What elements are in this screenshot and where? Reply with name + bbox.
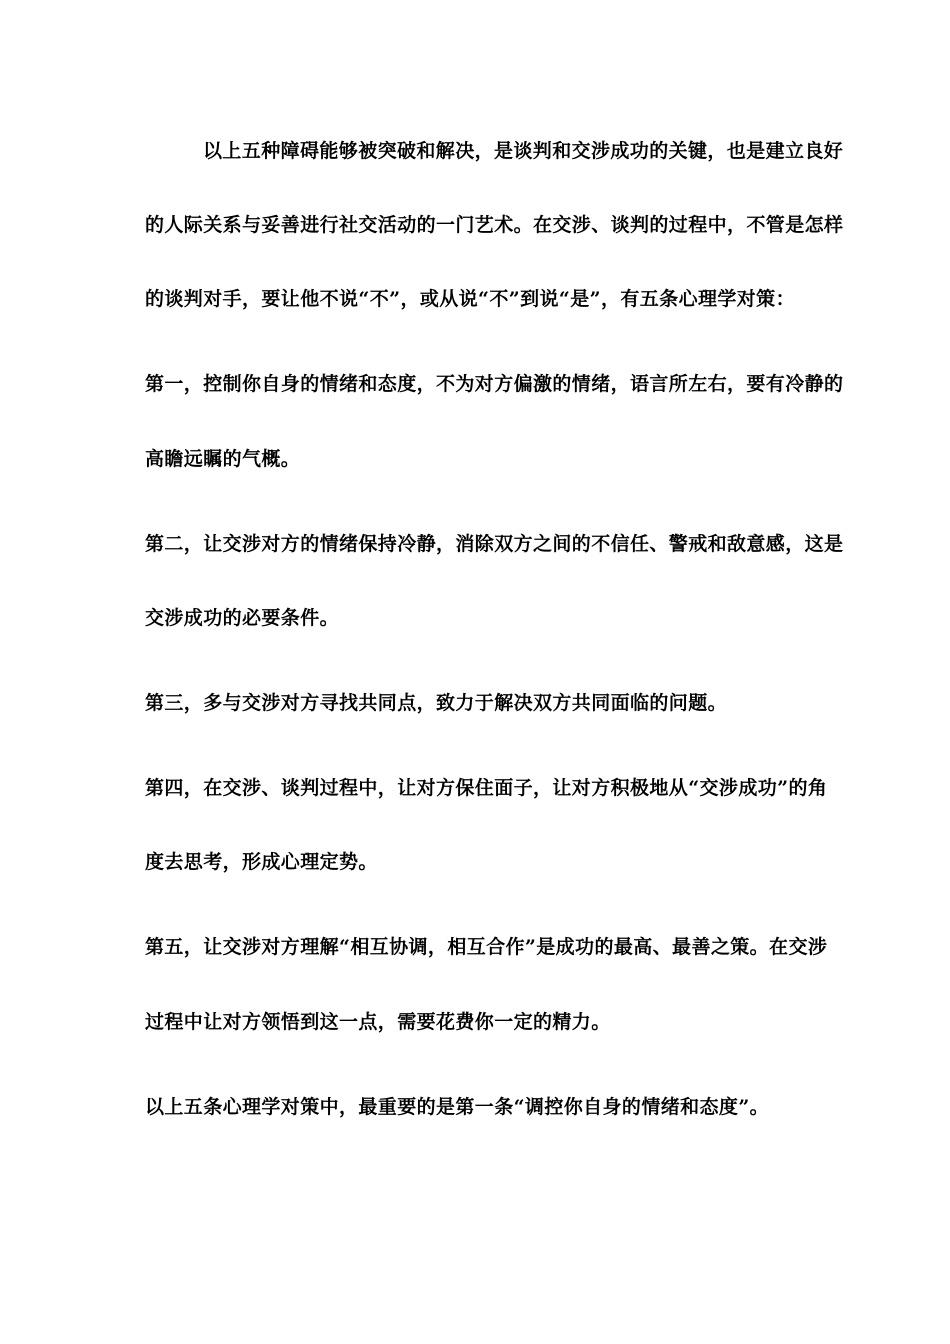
paragraph-intro-line-2: 的人际关系与妥善进行社交活动的一门艺术。在交涉、谈判的过程中，不管是怎样 xyxy=(145,214,844,236)
strategy-one-line-2: 高瞻远瞩的气概。 xyxy=(145,448,301,470)
strategy-two-line-1: 第二，让交涉对方的情绪保持冷静，消除双方之间的不信任、警戒和敌意感，这是 xyxy=(145,533,844,555)
strategy-two-line-2: 交涉成功的必要条件。 xyxy=(145,607,340,629)
strategy-three-line-1: 第三，多与交涉对方寻找共同点，致力于解决双方共同面临的问题。 xyxy=(145,692,728,714)
strategy-one-line-1: 第一，控制你自身的情绪和态度，不为对方偏激的情绪，语言所左右，要有冷静的 xyxy=(145,373,844,395)
strategy-four-line-2: 度去思考，形成心理定势。 xyxy=(145,851,378,873)
paragraph-intro-line-3: 的谈判对手，要让他不说“不”，或从说“不”到说“是”，有五条心理学对策： xyxy=(145,288,795,310)
strategy-five-line-2: 过程中让对方领悟到这一点，需要花费你一定的精力。 xyxy=(145,1011,611,1033)
paragraph-intro-line-1: 以上五种障碍能够被突破和解决，是谈判和交涉成功的关键，也是建立良好 xyxy=(203,140,844,162)
strategy-four-line-1: 第四，在交涉、谈判过程中，让对方保住面子，让对方积极地从“交涉成功”的角 xyxy=(145,777,828,799)
conclusion-line: 以上五条心理学对策中，最重要的是第一条“调控你自身的情绪和态度”。 xyxy=(145,1096,770,1118)
strategy-five-line-1: 第五，让交涉对方理解“相互协调，相互合作”是成功的最高、最善之策。在交涉 xyxy=(145,936,828,958)
